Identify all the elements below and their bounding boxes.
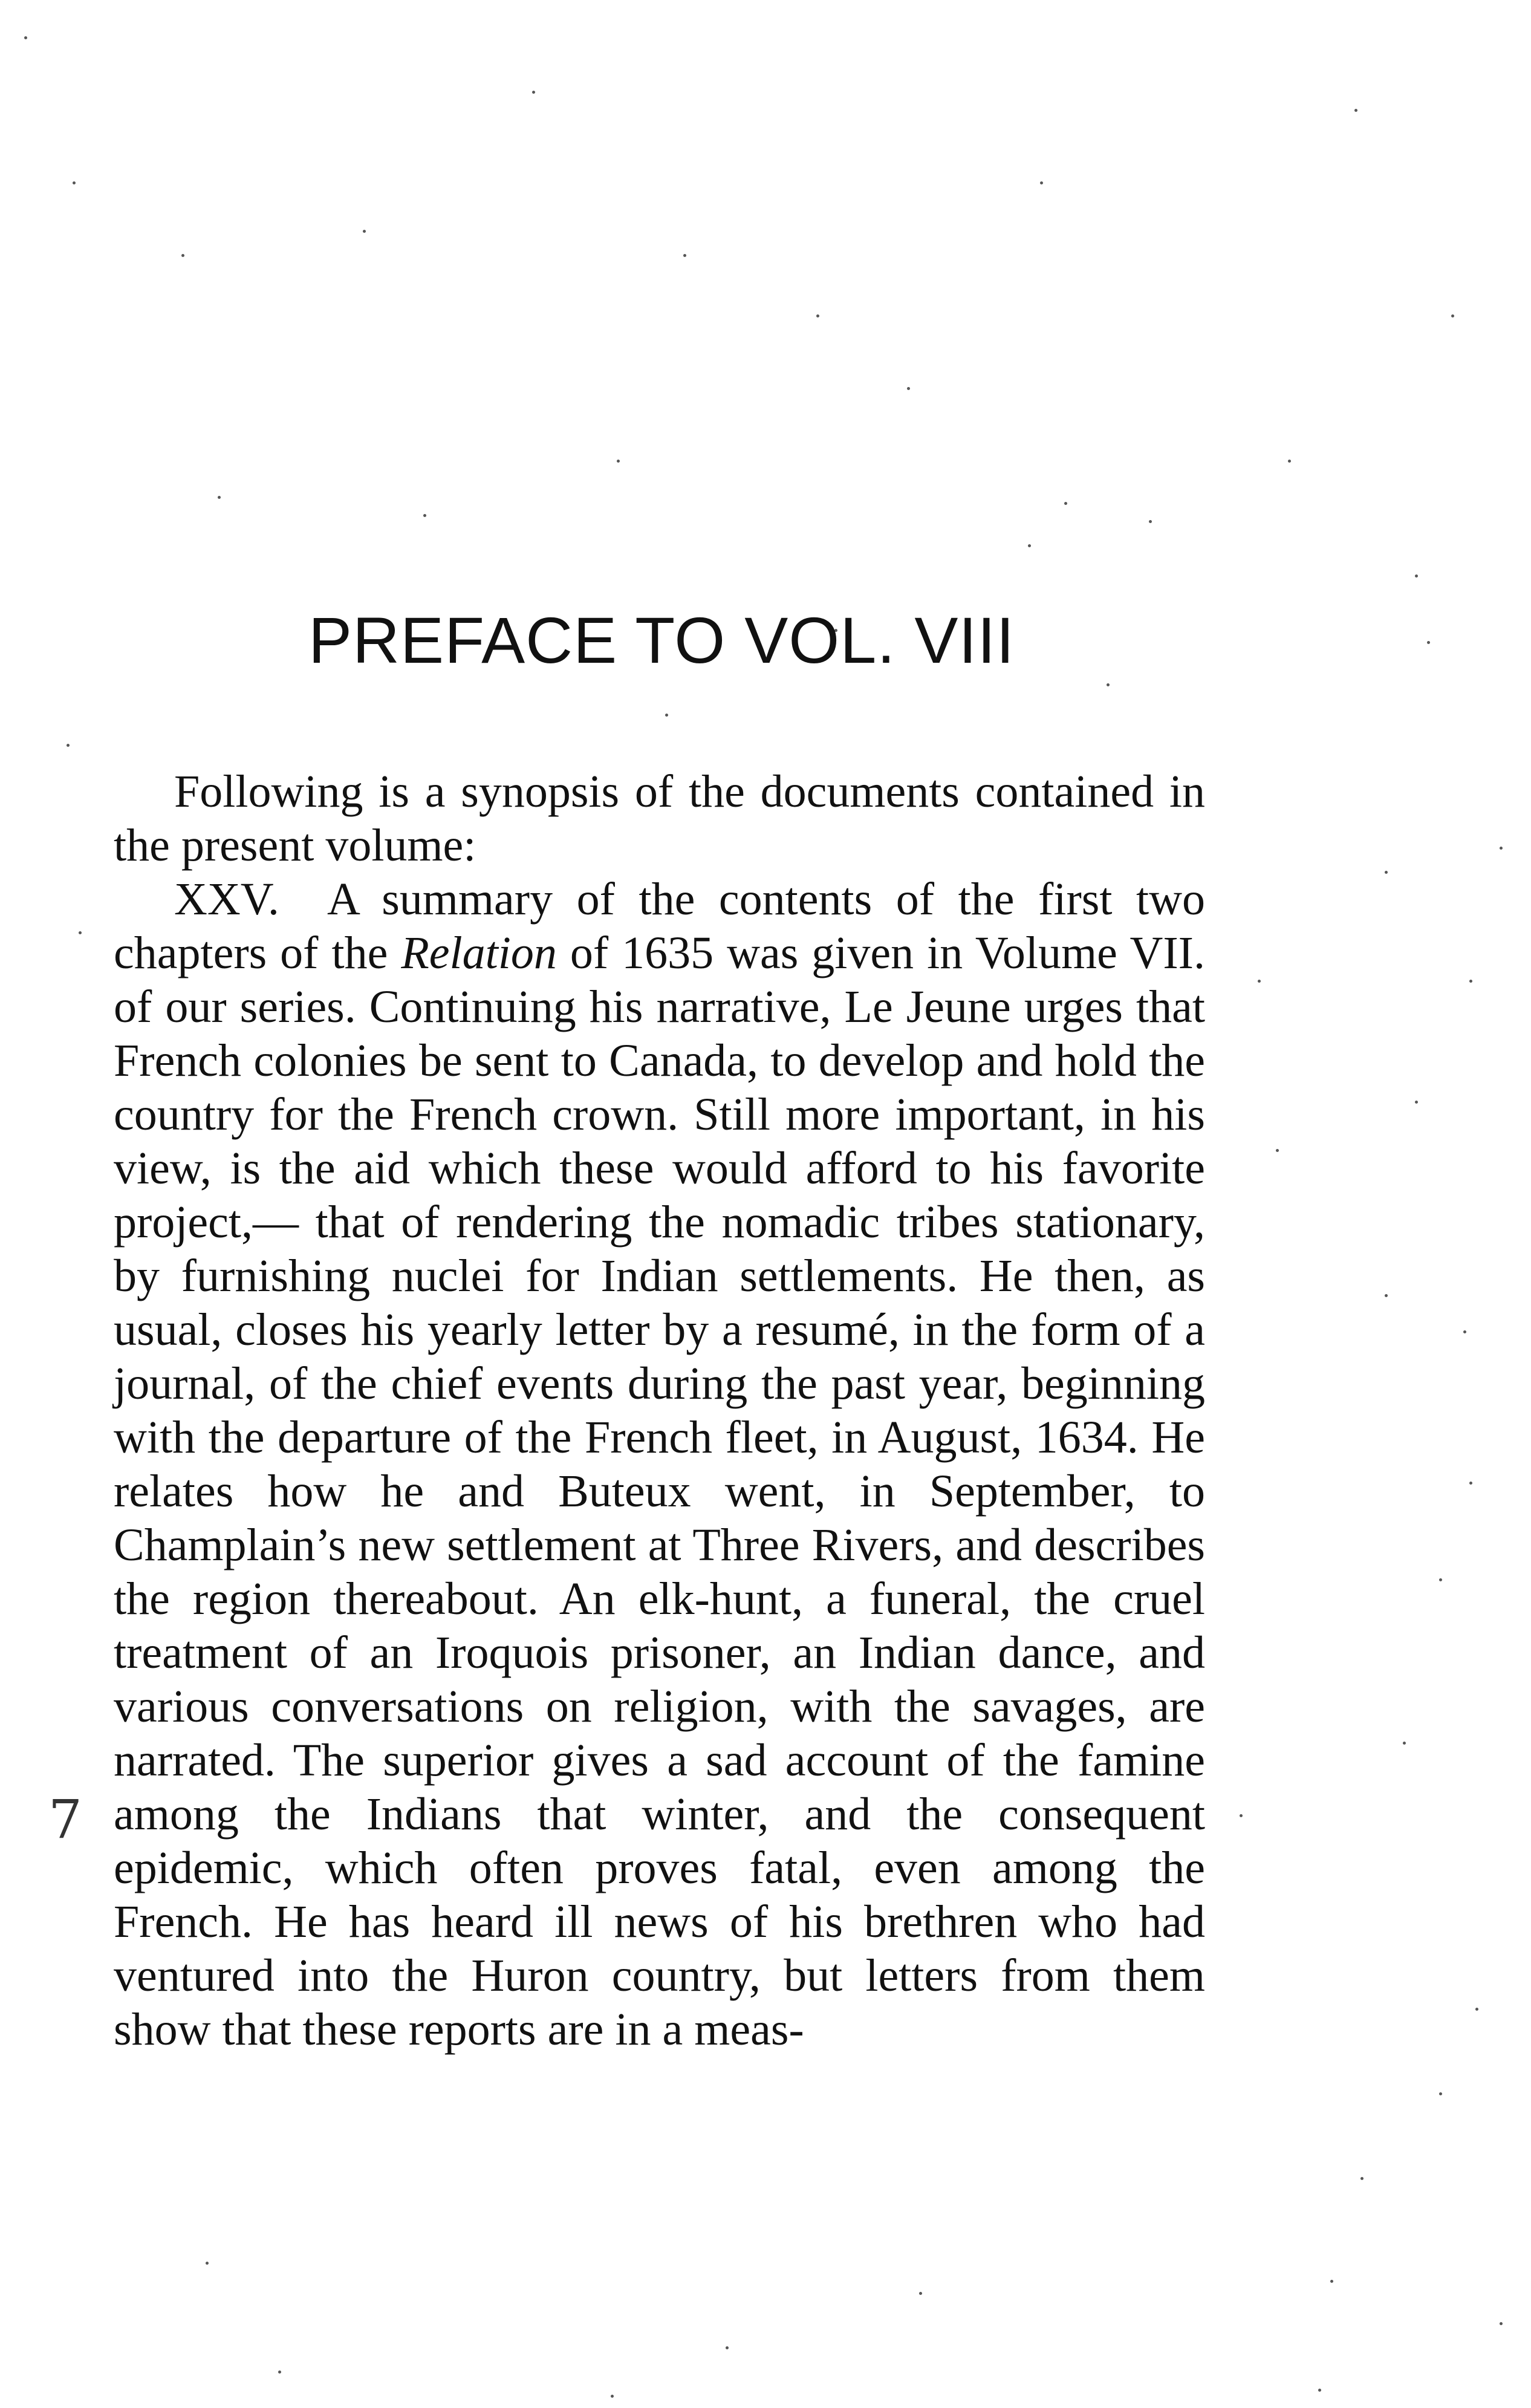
- page-title: PREFACE TO VOL. VIII: [308, 604, 1015, 677]
- speckle: [532, 91, 535, 94]
- speckle: [919, 2292, 922, 2295]
- speckle: [907, 387, 910, 390]
- speckle: [617, 460, 620, 463]
- paragraph-intro: Following is a synopsis of the documents contained in the present volume:: [114, 766, 1205, 871]
- speckle: [1330, 2280, 1333, 2283]
- speckle: [1500, 847, 1503, 850]
- speckle: [1149, 520, 1152, 523]
- speckle: [278, 2371, 281, 2374]
- speckle: [1064, 502, 1067, 505]
- speckle: [1385, 1294, 1388, 1297]
- speckle: [816, 314, 819, 317]
- speckle: [218, 496, 221, 499]
- speckle: [1276, 1149, 1279, 1152]
- speckle: [1258, 980, 1261, 983]
- speckle: [1469, 1482, 1472, 1485]
- paragraph-xxv-content: [114, 874, 1205, 2055]
- speckle: [611, 2395, 614, 2398]
- speckle: [423, 514, 426, 517]
- speckle: [726, 2346, 729, 2349]
- speckle: [665, 714, 668, 717]
- speckle: [1500, 2322, 1503, 2325]
- speckle: [1385, 871, 1388, 874]
- speckle: [363, 230, 366, 233]
- italic-title: Relation: [401, 928, 557, 978]
- text-run: of 1635 was given in Volume VII. of our series. Continuing his narrative, Le Jeune urges that French colonies be sent to Canada, to develop and hold the country for the French crown. Still more important, in his view, is the aid which these would afford to his favorite project,— that of rendering the nomadic tribes stationary, by furnishing nuclei for Indian settlements. He then, as usual, closes his yearly letter by a resumé, in the form of a journal, of the chief events during the past year, beginning with the departure of the French fleet, in August, 1634. He relates how he and Buteux went, in September, to Champlain’s new settlement at Three Rivers, and describes the region thereabout. An elk-hunt, a funeral, the cruel treatment of an Iroquois prisoner, an Indian dance, and various conversations on religion, with the savages, are narrated. The superior gives a sad account of the famine among the Indians that winter, and the consequent epidemic, which often proves fatal, even among the French. He has heard ill news of his brethren who had ventured into the Huron country, but letters from them show that these reports are in a meas-: [114, 928, 1205, 2055]
- speckle: [1028, 544, 1031, 547]
- speckle: [1439, 2092, 1442, 2095]
- speckle: [1107, 683, 1110, 686]
- speckle: [67, 744, 70, 747]
- speckle: [206, 2262, 209, 2265]
- speckle: [1475, 2008, 1478, 2011]
- margin-pencil-mark: 7: [48, 1788, 82, 1850]
- speckle: [1040, 181, 1043, 184]
- speckle: [683, 254, 686, 257]
- speckle: [1439, 1578, 1442, 1581]
- speckle: [79, 931, 82, 934]
- speckle: [1318, 2389, 1321, 2392]
- paragraph-xxv: [114, 873, 1205, 2057]
- document-number-label: XXV.: [174, 874, 279, 925]
- speckle: [1427, 641, 1430, 644]
- speckle: [1354, 109, 1357, 112]
- text-run: A summary of the contents of the first two chapters of the: [114, 874, 1206, 978]
- speckle: [1403, 1742, 1406, 1745]
- speckle: [1469, 980, 1472, 983]
- speckle: [1451, 314, 1454, 317]
- speckle: [1463, 1330, 1466, 1333]
- speckle: [1288, 460, 1291, 463]
- speckle: [1240, 1814, 1243, 1817]
- body-text: [114, 765, 1205, 2057]
- speckle: [1415, 1101, 1418, 1104]
- speckle: [1360, 2177, 1364, 2180]
- speckle: [1415, 574, 1418, 578]
- speckle: [73, 181, 76, 184]
- speckle: [181, 254, 184, 257]
- speckle: [24, 36, 27, 39]
